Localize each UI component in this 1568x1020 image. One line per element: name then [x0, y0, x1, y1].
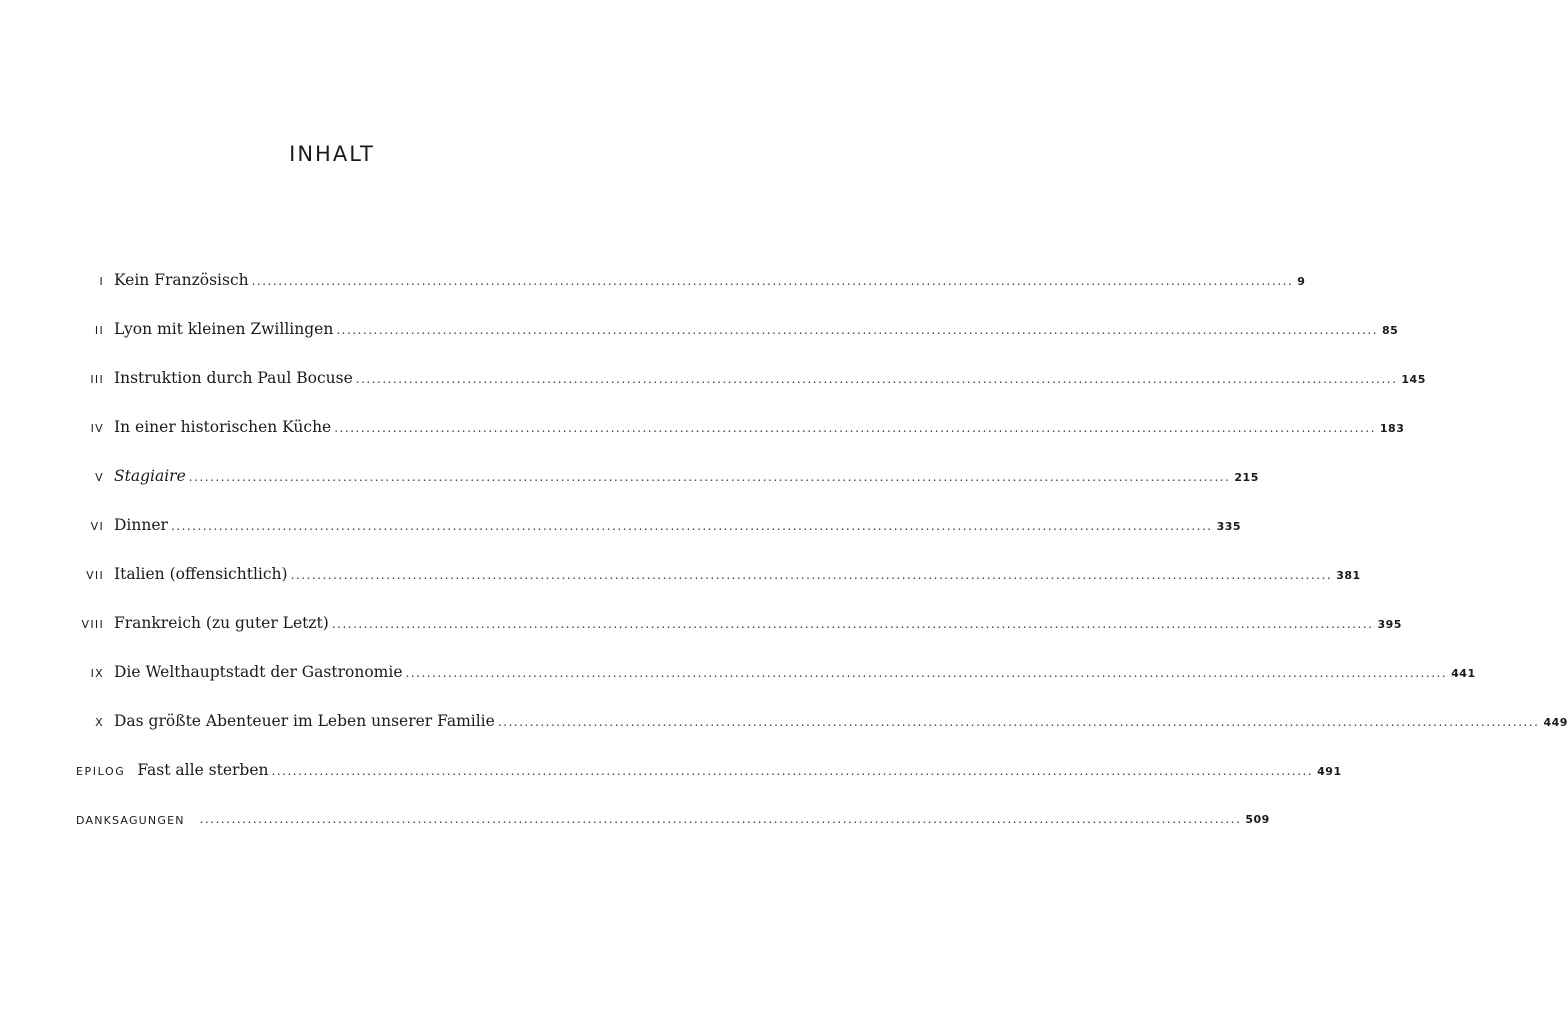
dot-leader: [272, 759, 1314, 783]
page-number: 9: [1297, 275, 1306, 288]
toc-line: [197, 807, 1270, 832]
chapter-title: Instruktion durch Paul Bocuse: [114, 369, 353, 387]
toc-entry[interactable]: [76, 317, 1399, 366]
chapter-title: Das größte Abenteuer im Leben unserer Familie: [114, 712, 495, 730]
page-number: 395: [1377, 618, 1402, 631]
toc-line: [114, 611, 1402, 637]
dot-leader: [291, 563, 1333, 587]
dot-leader: [252, 269, 1294, 293]
page-number: 335: [1216, 520, 1242, 533]
page-number: 183: [1379, 422, 1405, 435]
chapter-number: V: [95, 471, 104, 484]
chapter-title: Dinner: [114, 516, 168, 534]
toc-entry-danksagungen[interactable]: [76, 807, 1270, 856]
dot-leader: [356, 367, 1398, 391]
chapter-title: Italien (offensichtlich): [114, 565, 288, 583]
toc-line: [114, 415, 1404, 441]
toc-entry[interactable]: [76, 268, 1306, 317]
chapter-title: Frankreich (zu guter Letzt): [114, 614, 329, 632]
page-number: 85: [1381, 324, 1399, 337]
page-number: 381: [1336, 569, 1361, 582]
section-label: EPILOG: [76, 765, 126, 778]
toc-line: [114, 464, 1259, 490]
dot-leader: [498, 710, 1540, 734]
toc-line: [114, 562, 1361, 588]
page-number: 145: [1401, 373, 1426, 386]
page-number: 215: [1234, 471, 1259, 484]
toc-entry[interactable]: [76, 709, 1568, 758]
toc-line: [137, 758, 1341, 784]
chapter-number: IX: [90, 667, 104, 680]
toc-entry[interactable]: [76, 513, 1242, 562]
chapter-title: Die Welthauptstadt der Gastronomie: [114, 663, 403, 681]
chapter-number: VIII: [81, 618, 104, 631]
toc-entry-epilog[interactable]: [76, 758, 1342, 807]
chapter-number: X: [95, 716, 104, 729]
chapter-title: In einer historischen Küche: [114, 418, 332, 436]
section-label: DANKSAGUNGEN: [76, 814, 185, 827]
dot-leader: [406, 661, 1448, 685]
dot-leader: [332, 612, 1374, 636]
toc-line: [114, 660, 1476, 686]
toc-entry[interactable]: [76, 660, 1476, 709]
chapter-number: VII: [86, 569, 104, 582]
page-number: 441: [1451, 667, 1476, 680]
chapter-number: VI: [90, 520, 104, 533]
dot-leader: [200, 807, 1242, 831]
toc-line: [114, 709, 1568, 735]
page-number: 449: [1543, 716, 1568, 729]
chapter-number: III: [90, 373, 104, 386]
toc-entry[interactable]: [76, 366, 1426, 415]
toc-entry[interactable]: [76, 562, 1361, 611]
chapter-title: Lyon mit kleinen Zwillingen: [114, 320, 334, 338]
dot-leader: [171, 514, 1213, 538]
toc-entry[interactable]: [76, 415, 1405, 464]
dot-leader: [334, 416, 1376, 440]
chapter-number: II: [94, 324, 104, 337]
toc-entry[interactable]: [76, 611, 1402, 660]
chapter-title: Fast alle sterben: [137, 761, 269, 779]
chapter-number: IV: [90, 422, 104, 435]
page-number: 509: [1245, 813, 1270, 826]
chapter-title: Stagiaire: [114, 467, 186, 485]
toc-line: [114, 268, 1305, 294]
dot-leader: [189, 465, 1231, 489]
toc-line: [114, 513, 1241, 539]
chapter-number: I: [99, 275, 104, 288]
page-title: INHALT: [289, 142, 375, 166]
dot-leader: [336, 318, 1378, 342]
table-of-contents: [76, 268, 1568, 856]
toc-line: [114, 366, 1426, 392]
toc-line: [114, 317, 1398, 343]
page-number: 491: [1317, 765, 1342, 778]
toc-entry[interactable]: [76, 464, 1259, 513]
chapter-title: Kein Französisch: [114, 271, 249, 289]
